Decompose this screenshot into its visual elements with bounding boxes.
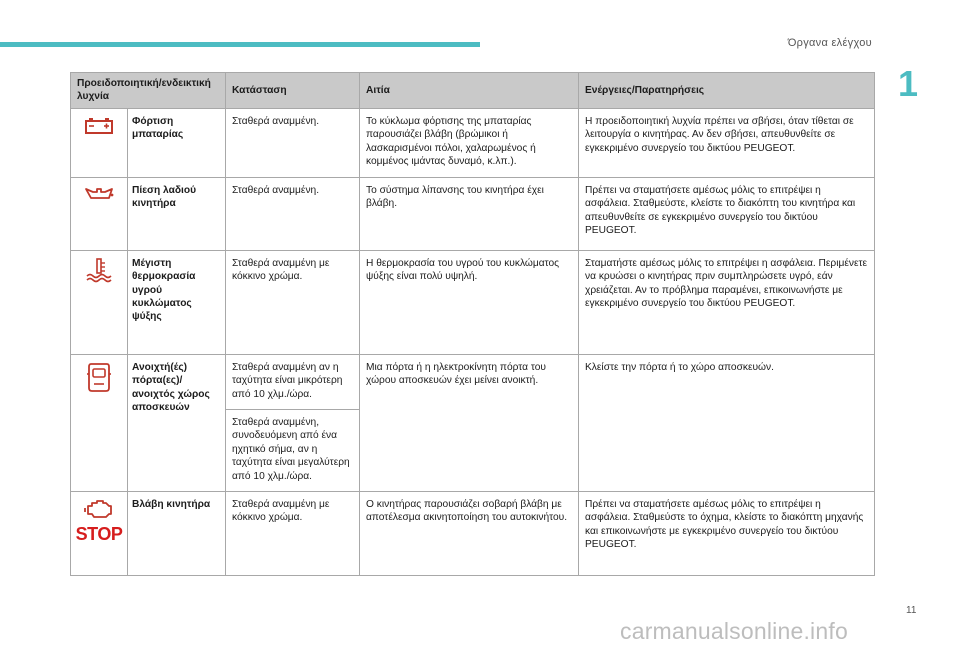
engine-fault-icon — [71, 492, 128, 576]
light-action: Σταματήστε αμέσως μόλις το επιτρέψει η ασφάλεια. Περιμένετε να κρυώσει ο κινητήρας πριν συμπληρώσετε υγρό, εάν χρειάζεται. Αν το πρόβλημα παραμένει, επικοινωνήστε με εγκεκριμένο συνεργείο του δικτύου PEUGEOT. — [579, 250, 875, 354]
light-cause: Μια πόρτα ή η ηλεκτροκίνητη πόρτα του χώρου αποσκευών έχει μείνει ανοικτή. — [360, 354, 579, 491]
light-state: Σταθερά αναμμένη. — [226, 108, 360, 177]
page-number: 11 — [906, 605, 917, 616]
table-header-row — [71, 73, 875, 109]
light-state: Σταθερά αναμμένη. — [226, 177, 360, 250]
table-row — [71, 354, 875, 409]
oil-can-icon — [71, 177, 128, 250]
light-name: Πίεση λαδιού κινητήρα — [128, 177, 226, 250]
table-row — [71, 108, 875, 177]
light-action: Κλείστε την πόρτα ή το χώρο αποσκευών. — [579, 354, 875, 491]
col-header-cause: Αιτία — [360, 73, 579, 109]
light-cause: Η θερμοκρασία του υγρού του κυκλώματος ψύξης είναι πολύ υψηλή. — [360, 250, 579, 354]
light-cause: Το κύκλωμα φόρτισης της μπαταρίας παρουσιάζει βλάβη (βρώμικοι ή λασκαρισμένοι πόλοι, χαλαρωμένος ή κομμένος ιμάντας δυναμό, κ.λπ.). — [360, 108, 579, 177]
watermark: carmanualsonline.info — [620, 618, 848, 644]
light-name: Μέγιστη θερμοκρασία υγρού κυκλώματος ψύξης — [128, 250, 226, 354]
light-state: Σταθερά αναμμένη με κόκκινο χρώμα. — [226, 492, 360, 576]
light-state-secondary: Σταθερά αναμμένη, συνοδευόμενη από ένα ηχητικό σήμα, αν η ταχύτητα είναι μεγαλύτερη από 10 χλμ./ώρα. — [226, 410, 360, 492]
col-header-state: Κατάσταση — [226, 73, 360, 109]
table-row — [71, 250, 875, 354]
table-row — [71, 177, 875, 250]
light-cause: Το σύστημα λίπανσης του κινητήρα έχει βλάβη. — [360, 177, 579, 250]
section-title: Όργανα ελέγχου — [787, 37, 872, 49]
battery-icon — [71, 108, 128, 177]
light-name: Βλάβη κινητήρα — [128, 492, 226, 576]
coolant-temperature-icon — [71, 250, 128, 354]
light-state: Σταθερά αναμμένη με κόκκινο χρώμα. — [226, 250, 360, 354]
chapter-number: 1 — [898, 63, 919, 104]
light-cause: Ο κινητήρας παρουσιάζει σοβαρή βλάβη με αποτέλεσμα ακινητοποίηση του αυτοκινήτου. — [360, 492, 579, 576]
warning-lights-table — [70, 72, 875, 576]
light-action: Πρέπει να σταματήσετε αμέσως μόλις το επιτρέψει η ασφάλεια. Σταθμεύστε, κλείστε το διακόπτη του κινητήρα και απευθυνθείτε σε εγκεκριμένο συνεργείο του δικτύου PEUGEOT. — [579, 177, 875, 250]
table-row — [71, 492, 875, 576]
col-header-action: Ενέργειες/Παρατηρήσεις — [579, 73, 875, 109]
light-state: Σταθερά αναμμένη αν η ταχύτητα είναι μικρότερη από 10 χλμ./ώρα. — [226, 354, 360, 409]
light-name: Ανοιχτή(ές) πόρτα(ες)/ανοιχτός χώρος αποσκευών — [128, 354, 226, 491]
open-door-icon — [71, 354, 128, 491]
light-name: Φόρτιση μπαταρίας — [128, 108, 226, 177]
col-header-light: Προειδοποιητική/ενδεικτική λυχνία — [71, 73, 226, 109]
light-action: Πρέπει να σταματήσετε αμέσως μόλις το επιτρέψει η ασφάλεια. Σταθμεύστε το όχημα, κλείστε το διακόπτη μηχανής και επικοινωνήστε με εγκεκριμένο συνεργείο του δικτύου PEUGEOT. — [579, 492, 875, 576]
light-action: Η προειδοποιητική λυχνία πρέπει να σβήσει, όταν τίθεται σε λειτουργία ο κινητήρας. Αν δεν σβήσει, απευθυνθείτε σε εγκεκριμένο συνεργείο του δικτύου PEUGEOT. — [579, 108, 875, 177]
stop-label: STOP — [75, 524, 123, 545]
header-accent-bar — [0, 42, 480, 47]
